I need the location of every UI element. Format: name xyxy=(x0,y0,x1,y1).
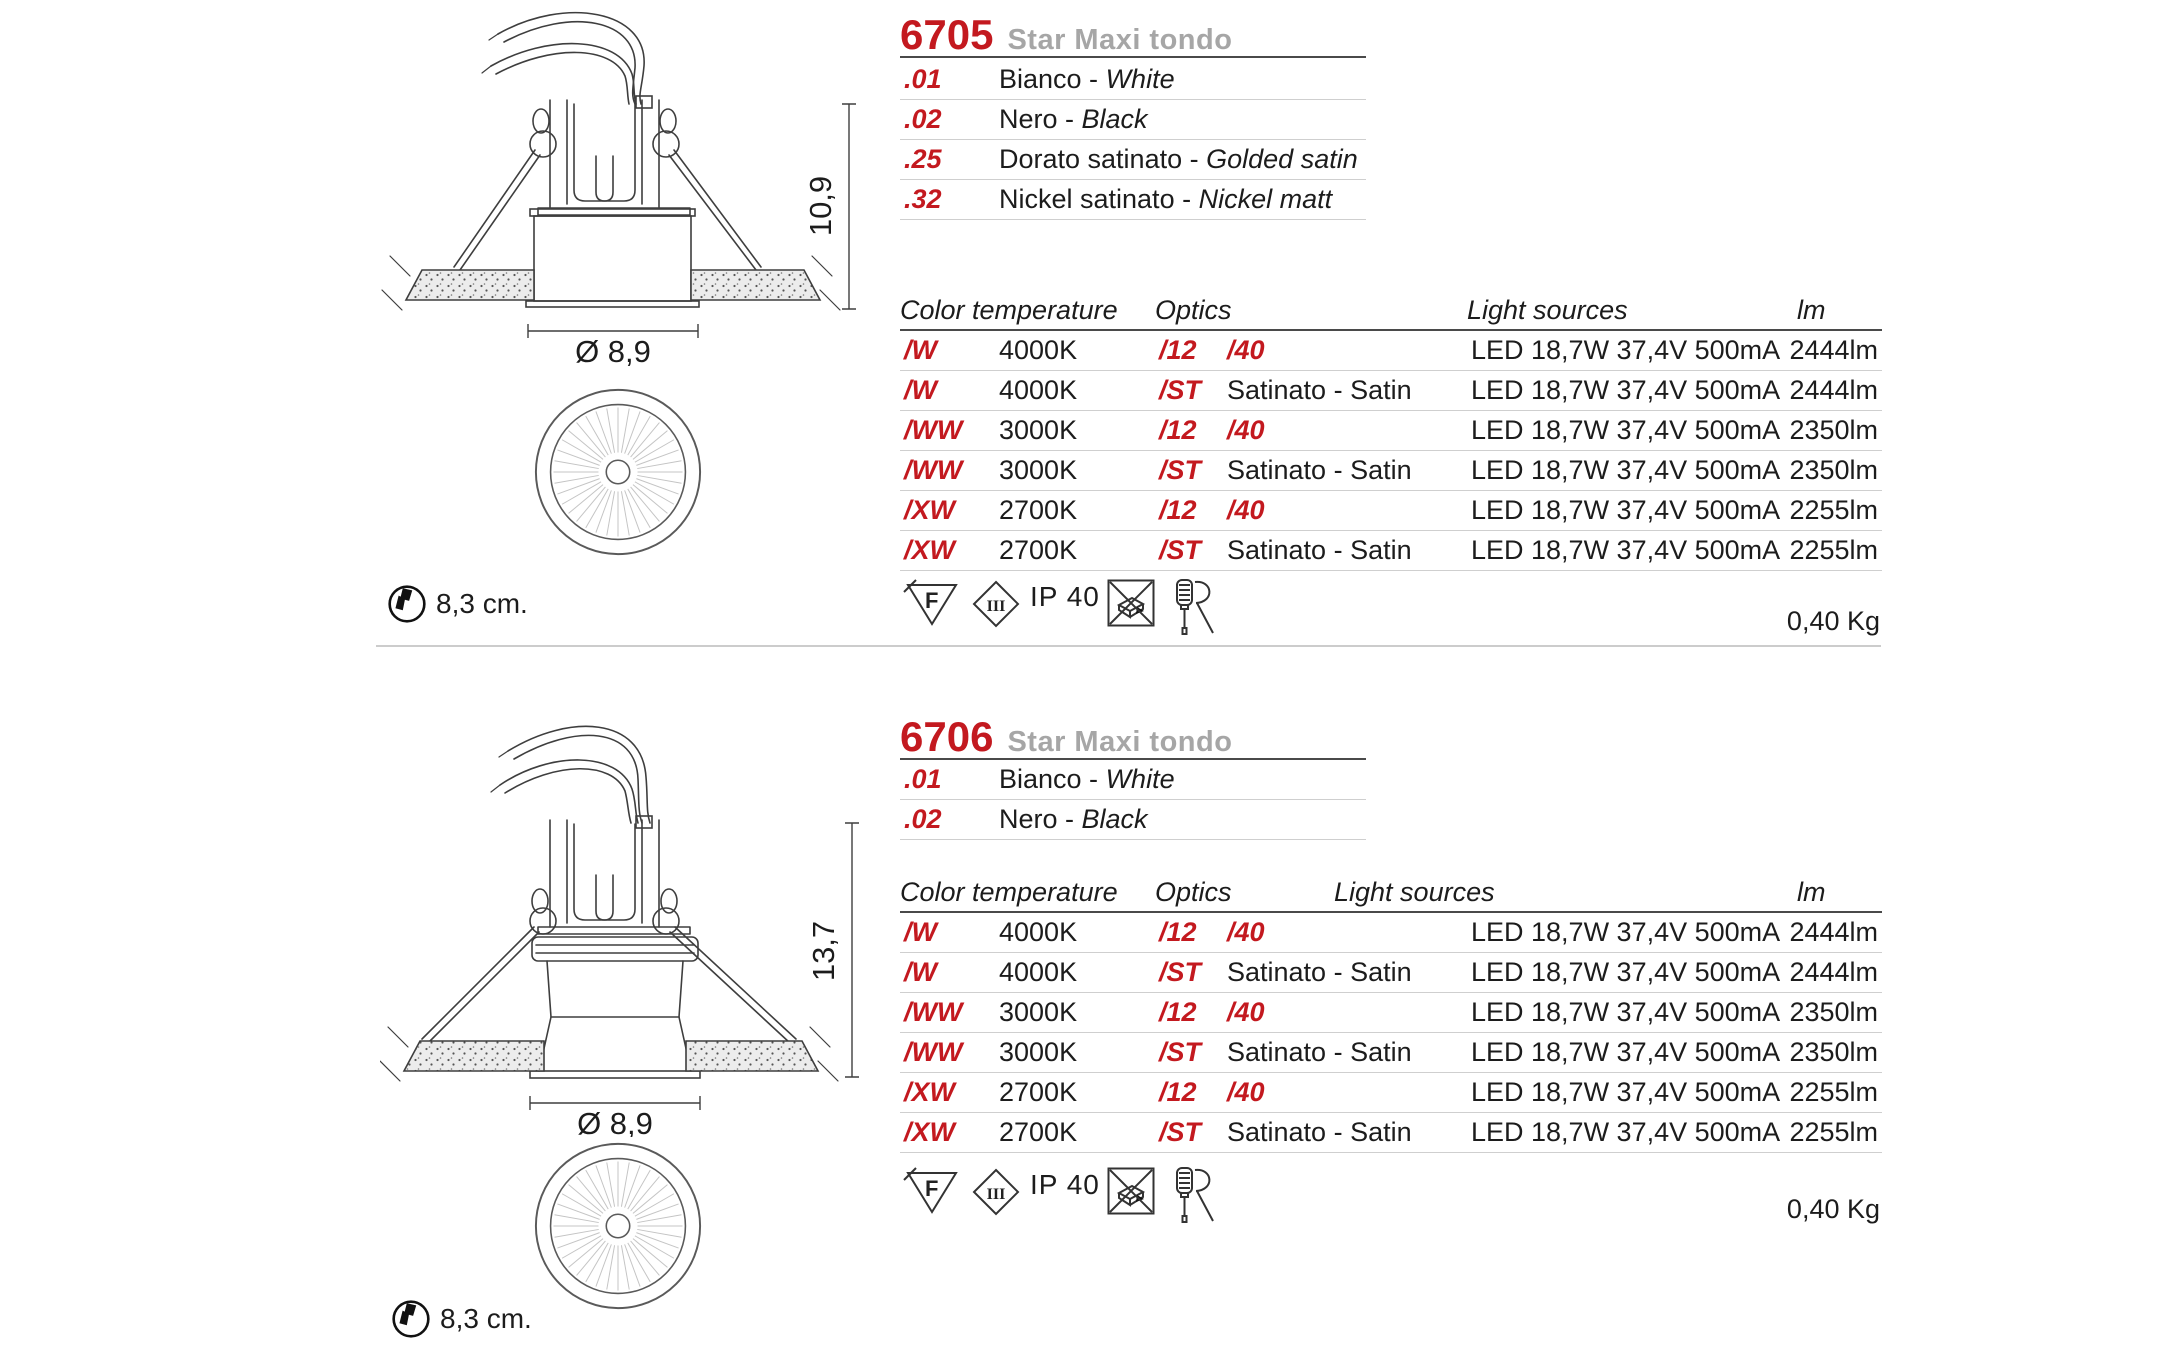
light-source: LED 18,7W 37,4V 500mA xyxy=(1471,1077,1781,1107)
product-code: 6705 xyxy=(900,11,994,58)
ct-value: 3000K xyxy=(999,455,1078,485)
optic-detail: Satinato - Satin xyxy=(1227,957,1412,987)
cutout-size-label: 8,3 cm. xyxy=(436,588,528,619)
spec-row xyxy=(900,1033,1882,1073)
cutout-hole-icon xyxy=(390,1298,432,1340)
optic-detail: /40 xyxy=(1227,335,1265,365)
light-source: LED 18,7W 37,4V 500mA xyxy=(1471,495,1781,525)
optic-code: /12 xyxy=(1159,495,1197,525)
section-divider xyxy=(376,645,1881,647)
finish-row xyxy=(900,760,1366,800)
optic-detail: /40 xyxy=(1227,997,1265,1027)
col-lm: lm xyxy=(1797,295,1826,325)
ct-value: 2700K xyxy=(999,1117,1078,1147)
weight-value: 0,40 Kg xyxy=(1786,1194,1880,1224)
finish-row xyxy=(900,180,1366,220)
spec-row xyxy=(900,411,1882,451)
finish-code: .01 xyxy=(904,764,942,794)
optic-detail: /40 xyxy=(1227,415,1265,445)
f-mark-icon xyxy=(902,1166,960,1218)
lumen-value: 2350lm xyxy=(1789,455,1878,485)
light-source: LED 18,7W 37,4V 500mA xyxy=(1471,535,1781,565)
diameter-dimension xyxy=(530,1096,700,1137)
lumen-value: 2255lm xyxy=(1789,1117,1878,1147)
optic-code: /12 xyxy=(1159,997,1197,1027)
lumen-value: 2350lm xyxy=(1789,1037,1878,1067)
front-view-drawing-6706 xyxy=(532,1140,704,1317)
mains-wires-icon xyxy=(491,726,650,823)
product-header xyxy=(900,11,1366,58)
optic-code: /ST xyxy=(1159,957,1202,987)
spec-row xyxy=(900,371,1882,411)
finish-name: Nero - Black xyxy=(999,104,1148,134)
height-dimension-label: 10,9 xyxy=(803,175,838,237)
col-lm: lm xyxy=(1797,877,1826,907)
optic-detail: /40 xyxy=(1227,495,1265,525)
product-code: 6706 xyxy=(900,713,994,760)
finish-row xyxy=(900,100,1366,140)
optic-detail: Satinato - Satin xyxy=(1227,1037,1412,1067)
spec-row xyxy=(900,1073,1882,1113)
finish-row xyxy=(900,60,1366,100)
ct-code: /W xyxy=(904,375,937,405)
optic-code: /12 xyxy=(1159,415,1197,445)
ct-value: 4000K xyxy=(999,917,1078,947)
f-mark-icon xyxy=(902,578,960,630)
ct-code: /WW xyxy=(904,997,963,1027)
light-source: LED 18,7W 37,4V 500mA xyxy=(1471,455,1781,485)
replaceable-source-icon xyxy=(1174,578,1218,636)
svg-text:III: III xyxy=(986,598,1006,615)
finish-row xyxy=(900,800,1366,840)
lumen-value: 2444lm xyxy=(1789,957,1878,987)
ct-code: /XW xyxy=(904,495,955,525)
lumen-value: 2255lm xyxy=(1789,495,1878,525)
ct-code: /W xyxy=(904,917,937,947)
finish-code: .01 xyxy=(904,64,942,94)
col-color-temperature: Color temperature xyxy=(900,295,1118,325)
no-cover-icon xyxy=(1106,578,1156,628)
optic-code: /ST xyxy=(1159,375,1202,405)
cutout-note-6705 xyxy=(386,583,528,625)
finish-name: Nickel satinato - Nickel matt xyxy=(999,184,1333,214)
optic-detail: /40 xyxy=(1227,917,1265,947)
ct-code: /XW xyxy=(904,535,955,565)
optic-detail: Satinato - Satin xyxy=(1227,535,1412,565)
certification-icons xyxy=(900,578,1600,640)
spec-row xyxy=(900,531,1882,571)
light-source: LED 18,7W 37,4V 500mA xyxy=(1471,415,1781,445)
optic-code: /ST xyxy=(1159,1117,1202,1147)
col-optics: Optics xyxy=(1155,877,1232,907)
spec-row xyxy=(900,491,1882,531)
luminaire-body-icon xyxy=(530,937,700,1078)
finish-name: Dorato satinato - Golded satin xyxy=(999,144,1358,174)
finish-name: Nero - Black xyxy=(999,804,1148,834)
svg-text:III: III xyxy=(986,1186,1006,1203)
finish-code: .02 xyxy=(904,104,942,134)
certification-icons xyxy=(900,1166,1600,1228)
height-dimension-label: 13,7 xyxy=(806,920,841,982)
optic-code: /ST xyxy=(1159,535,1202,565)
height-dimension xyxy=(806,823,859,1077)
front-view-drawing-6705 xyxy=(532,386,704,563)
ct-value: 2700K xyxy=(999,495,1078,525)
ip-rating: IP 40 xyxy=(1030,581,1100,612)
ct-code: /W xyxy=(904,957,937,987)
finish-row xyxy=(900,140,1366,180)
ct-value: 4000K xyxy=(999,375,1078,405)
cross-section-drawing-6706 xyxy=(380,705,900,1142)
lumen-value: 2444lm xyxy=(1789,375,1878,405)
light-source: LED 18,7W 37,4V 500mA xyxy=(1471,335,1781,365)
ct-code: /WW xyxy=(904,455,963,485)
cutout-size-label: 8,3 cm. xyxy=(440,1303,532,1334)
product-section-6706 xyxy=(900,713,1882,1256)
class-iii-icon xyxy=(972,580,1020,628)
col-color-temperature: Color temperature xyxy=(900,877,1118,907)
cutout-note-6706 xyxy=(390,1298,532,1340)
col-optics: Optics xyxy=(1155,295,1232,325)
diameter-dimension-label: Ø 8,9 xyxy=(577,1106,653,1137)
ct-value: 3000K xyxy=(999,1037,1078,1067)
ct-value: 2700K xyxy=(999,1077,1078,1107)
ct-value: 3000K xyxy=(999,415,1078,445)
spec-row xyxy=(900,953,1882,993)
spec-table-header xyxy=(900,296,1882,331)
diameter-dimension xyxy=(528,324,698,366)
optic-code: /ST xyxy=(1159,1037,1202,1067)
light-source: LED 18,7W 37,4V 500mA xyxy=(1471,957,1781,987)
product-header xyxy=(900,713,1366,760)
ct-value: 3000K xyxy=(999,997,1078,1027)
optic-detail: Satinato - Satin xyxy=(1227,1117,1412,1147)
svg-text:F: F xyxy=(925,1176,939,1201)
finish-code: .02 xyxy=(904,804,942,834)
ct-code: /W xyxy=(904,335,937,365)
col-light-sources: Light sources xyxy=(1334,877,1495,907)
spec-row xyxy=(900,1113,1882,1153)
ct-code: /WW xyxy=(904,415,963,445)
diameter-dimension-label: Ø 8,9 xyxy=(575,334,651,366)
replaceable-source-icon xyxy=(1174,1166,1218,1224)
ip-rating: IP 40 xyxy=(1030,1169,1100,1200)
product-name: Star Maxi tondo xyxy=(1007,726,1233,758)
ct-value: 2700K xyxy=(999,535,1078,565)
spring-cage-icon xyxy=(454,96,761,270)
weight-value: 0,40 Kg xyxy=(1786,606,1880,636)
ct-code: /WW xyxy=(904,1037,963,1067)
spec-row xyxy=(900,451,1882,491)
finish-list xyxy=(900,760,1366,840)
optic-code: /12 xyxy=(1159,335,1197,365)
spec-table-header xyxy=(900,878,1882,913)
diffuser-spokes-icon xyxy=(554,1162,683,1291)
ct-code: /XW xyxy=(904,1077,955,1107)
finish-name: Bianco - White xyxy=(999,64,1175,94)
product-section-6705 xyxy=(900,11,1882,646)
lumen-value: 2255lm xyxy=(1789,1077,1878,1107)
cross-section-drawing-6705 xyxy=(380,8,880,371)
mains-wires-icon xyxy=(482,13,644,104)
no-cover-icon xyxy=(1106,1166,1156,1216)
optic-detail: Satinato - Satin xyxy=(1227,375,1412,405)
light-source: LED 18,7W 37,4V 500mA xyxy=(1471,997,1781,1027)
lumen-value: 2444lm xyxy=(1789,917,1878,947)
finish-code: .32 xyxy=(904,184,942,214)
optic-code: /12 xyxy=(1159,1077,1197,1107)
finish-code: .25 xyxy=(904,144,942,174)
light-source: LED 18,7W 37,4V 500mA xyxy=(1471,375,1781,405)
luminaire-body-icon xyxy=(526,209,699,307)
spec-row xyxy=(900,331,1882,371)
spec-table xyxy=(900,878,1882,1153)
optic-detail: Satinato - Satin xyxy=(1227,455,1412,485)
class-iii-icon xyxy=(972,1168,1020,1216)
ceiling-section-icon xyxy=(380,1027,838,1081)
spec-row xyxy=(900,913,1882,953)
spec-table xyxy=(900,296,1882,571)
lumen-value: 2350lm xyxy=(1789,997,1878,1027)
spring-cage-icon xyxy=(422,816,796,1043)
lumen-value: 2350lm xyxy=(1789,415,1878,445)
light-source: LED 18,7W 37,4V 500mA xyxy=(1471,1117,1781,1147)
optic-detail: /40 xyxy=(1227,1077,1265,1107)
finish-list xyxy=(900,60,1366,220)
ceiling-section-icon xyxy=(382,256,840,310)
lumen-value: 2444lm xyxy=(1789,335,1878,365)
finish-name: Bianco - White xyxy=(999,764,1175,794)
ct-code: /XW xyxy=(904,1117,955,1147)
optic-code: /ST xyxy=(1159,455,1202,485)
light-source: LED 18,7W 37,4V 500mA xyxy=(1471,917,1781,947)
spec-row xyxy=(900,993,1882,1033)
optic-code: /12 xyxy=(1159,917,1197,947)
light-source: LED 18,7W 37,4V 500mA xyxy=(1471,1037,1781,1067)
diffuser-spokes-icon xyxy=(554,408,683,537)
ct-value: 4000K xyxy=(999,335,1078,365)
lumen-value: 2255lm xyxy=(1789,535,1878,565)
product-name: Star Maxi tondo xyxy=(1007,24,1233,56)
cutout-hole-icon xyxy=(386,583,428,625)
height-dimension xyxy=(803,104,856,309)
ct-value: 4000K xyxy=(999,957,1078,987)
svg-text:F: F xyxy=(925,588,939,613)
col-light-sources: Light sources xyxy=(1467,295,1628,325)
